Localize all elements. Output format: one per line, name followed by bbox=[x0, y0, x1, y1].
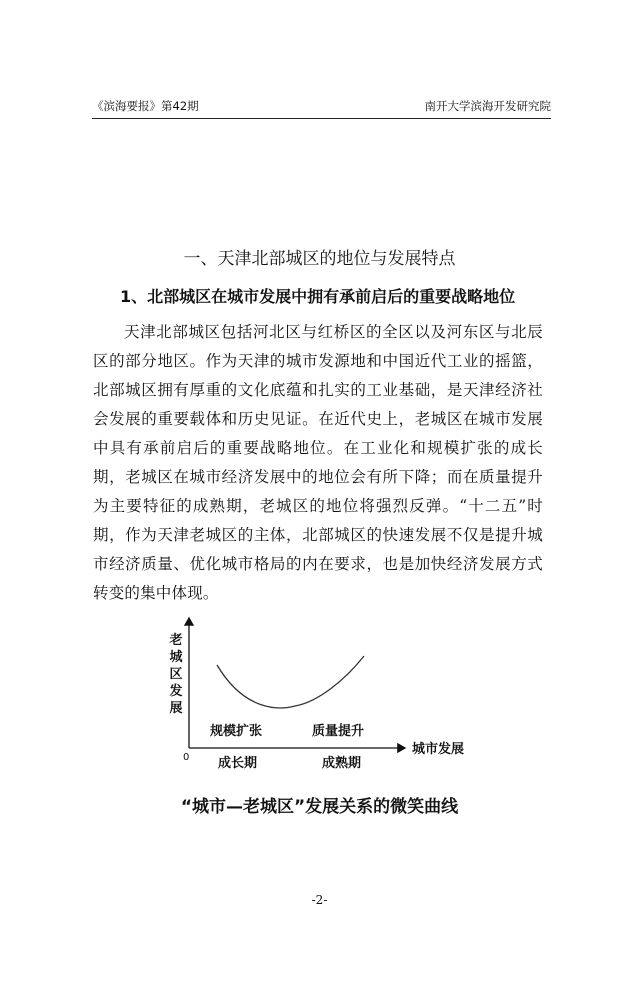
header-journal-issue: 《滨海要报》第42期 bbox=[92, 99, 199, 113]
section-title: 一、天津北部城区的地位与发展特点 bbox=[183, 249, 456, 269]
smile-curve bbox=[217, 656, 364, 708]
y-axis-label: 老城区发展 bbox=[169, 633, 183, 716]
body-paragraph: 天津北部城区包括河北区与红桥区的全区以及河东区与北辰区的部分地区。作为天津的城市发源地和中国近代工业的摇篮，北部城区拥有厚重的文化底蕴和扎实的工业基础，是天津经济社会发展的重要载体和历史见证。在近代史上，老城区在城市发展中具有承前启后的重要战略地位。在工业化和规模扩张的成长期，老城区在城市经济发展中的地位会有所下降；而在质量提升为主要特征的成熟期，老城区的地位将强烈反弹。“十二五”时期，作为天津老城区的主体，北部城区的快速发展不仅是提升城市经济质量、优化城市格局的内在要求，也是加快经济发展方式转变的集中体现。 bbox=[93, 323, 543, 602]
x-axis-label: 城市发展 bbox=[412, 742, 465, 757]
subsection-title: 1、北部城区在城市发展中拥有承前启后的重要战略地位 bbox=[120, 287, 516, 306]
origin-label: 0 bbox=[183, 752, 190, 763]
header-institute: 南开大学滨海开发研究院 bbox=[424, 99, 551, 113]
period-label-growth: 成长期 bbox=[218, 756, 258, 771]
page-number: -2- bbox=[311, 893, 328, 907]
figure-caption: “城市—老城区”发展关系的微笑曲线 bbox=[180, 797, 459, 817]
running-header bbox=[92, 96, 551, 119]
period-label-mature: 成熟期 bbox=[322, 756, 362, 771]
phase-label-expansion: 规模扩张 bbox=[210, 724, 263, 739]
phase-label-quality: 质量提升 bbox=[312, 724, 365, 739]
